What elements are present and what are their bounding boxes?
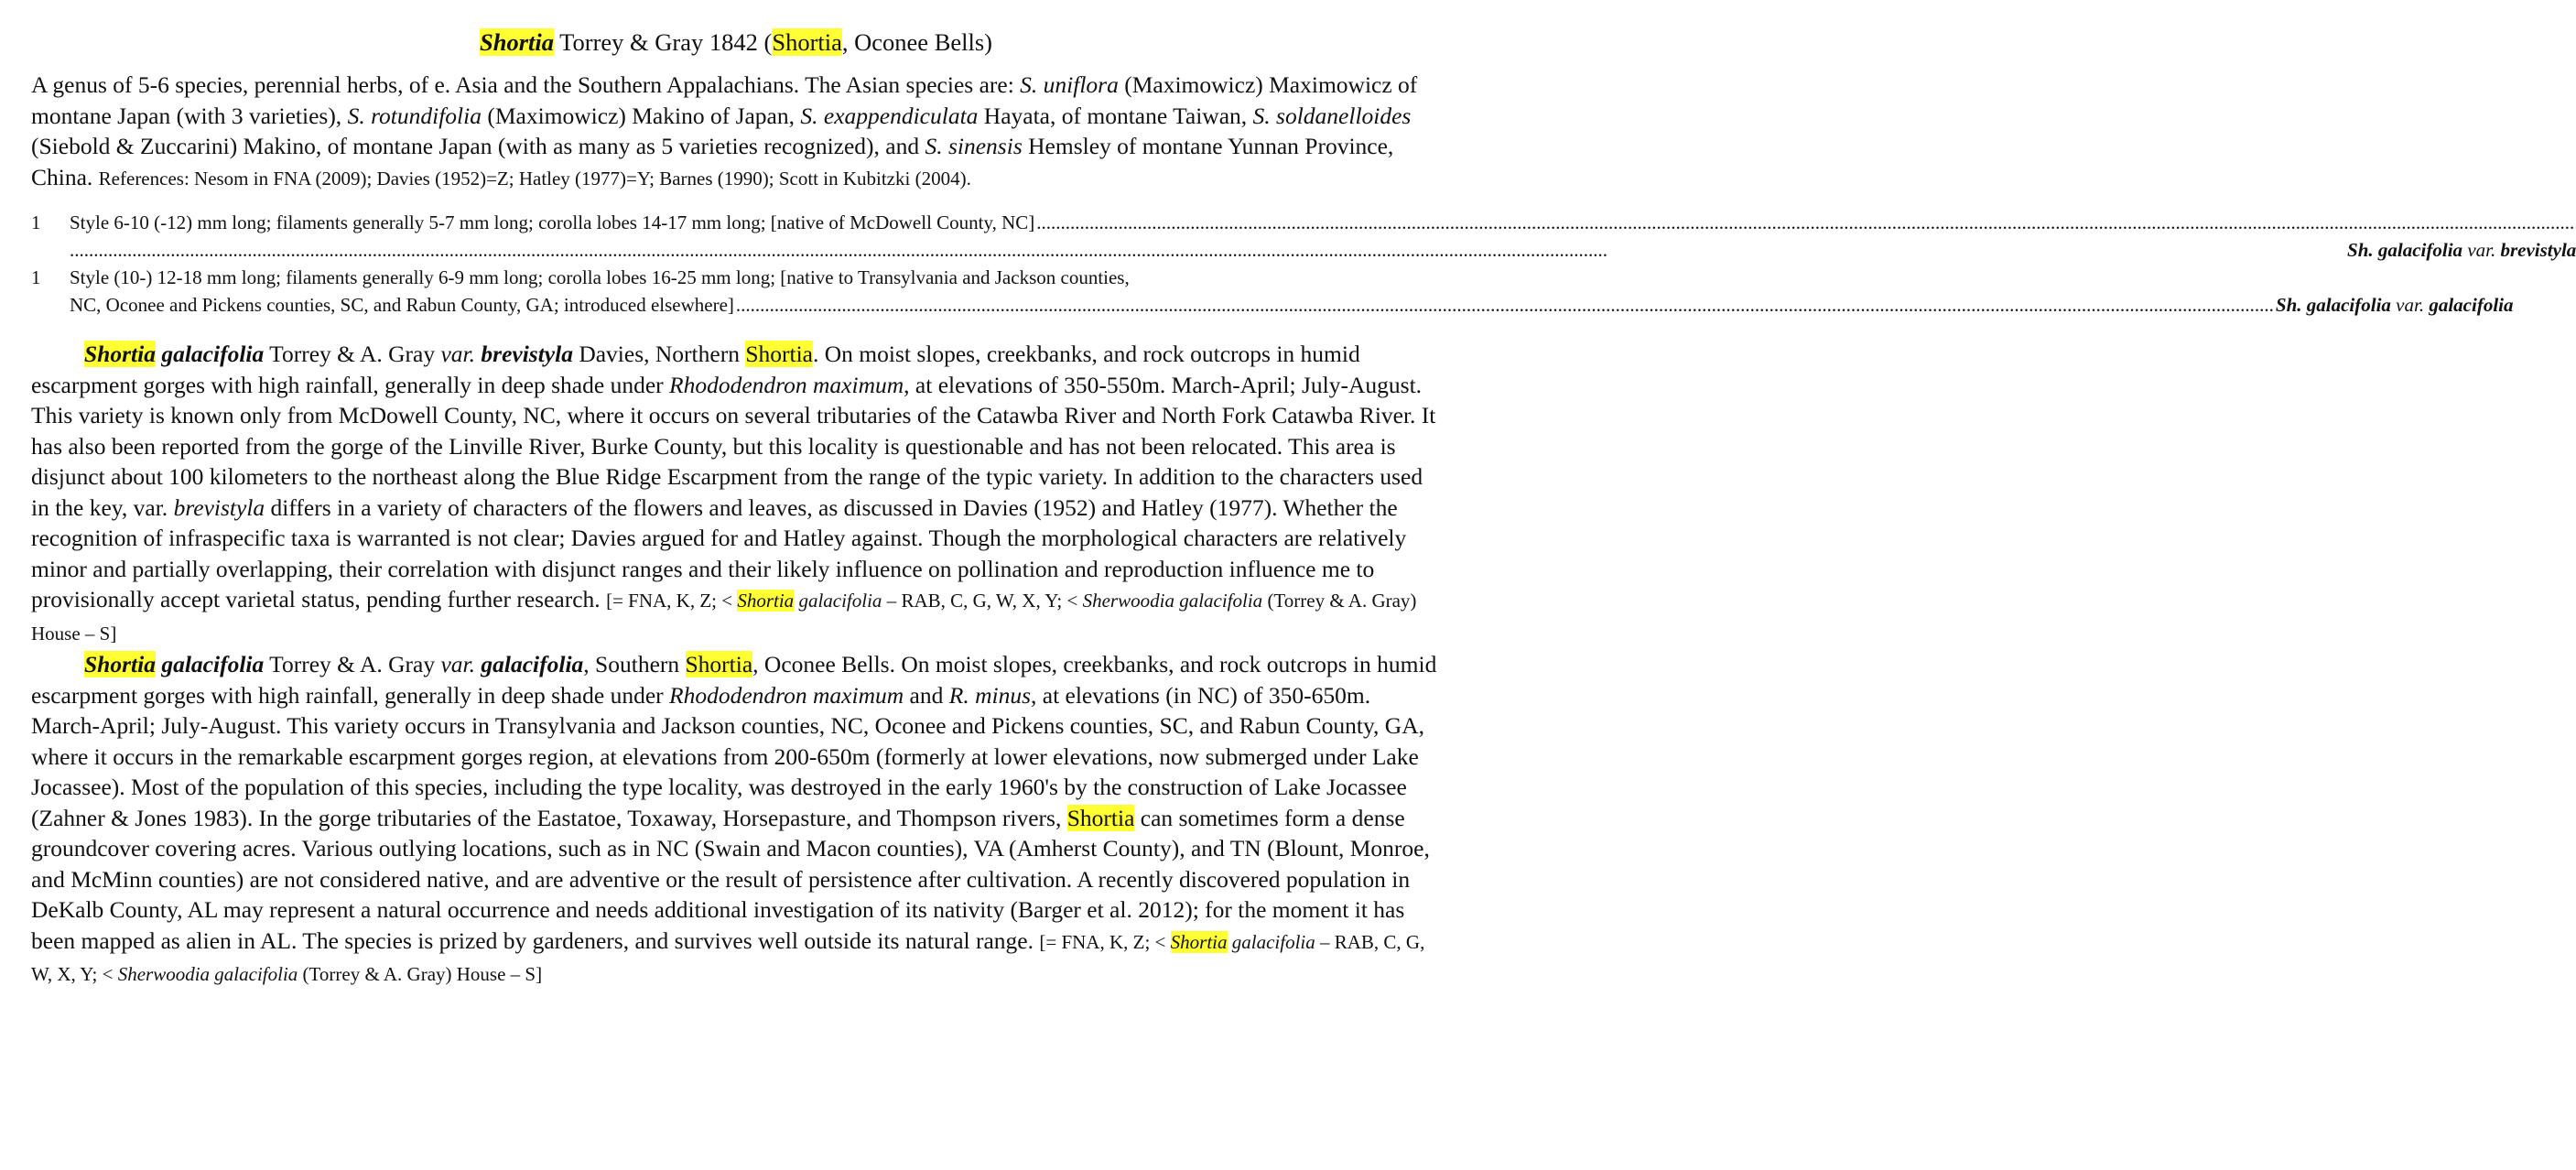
synonymy-text: – RAB, C, G, W, X, Y; < — [882, 590, 1083, 612]
title-authority: Torrey & Gray 1842 ( — [554, 28, 773, 56]
species-name: S. sinensis — [925, 133, 1023, 159]
rank-var: var. — [440, 651, 476, 677]
key-result-rank: var. — [2462, 239, 2501, 261]
common-name-highlight: Shortia — [745, 341, 813, 367]
epithet: galacifolia — [155, 341, 265, 367]
variety-name: brevistyla — [475, 341, 573, 367]
synonymy-text: – RAB, C, G, W, X, Y; < — [31, 930, 1425, 985]
title-genus-common-highlight: Shortia — [772, 28, 842, 56]
account-text: can sometimes form a dense groundcover covering acres. Various outlying locations, such as in NC (Swain and Macon counties), VA (Amherst County), and TN (Blount, Monroe, and McMinn counties) are not considered native, and are adventive or the result of persistence after cultivation. A recently discovered population in DeKalb County, AL may represent a natural occurrence and needs additional investigation of its nativity (Barger et al. 2012); for the moment it has been mapped as alien in AL. The species is prized by gardeners, and survives well outside its natural range. — [31, 804, 1430, 954]
couplet-body — [70, 209, 2576, 264]
couplet-number: 1 — [31, 211, 41, 233]
intro-text: Hayata, of montane Taiwan, — [978, 102, 1253, 129]
key-result — [2276, 291, 2514, 319]
species-name: Rhododendron maximum — [669, 681, 904, 709]
synonymy-text: [= FNA, K, Z; < — [606, 590, 738, 612]
synonymy-text: [= FNA, K, Z; < — [1039, 930, 1171, 953]
key-lead-text: Style (10-) 12-18 mm long; filaments generally 6-9 mm long; corolla lobes 16-25 mm long; [native to Transylvania and Jackson counties, — [70, 266, 1130, 288]
authority: Torrey & A. Gray — [264, 651, 441, 677]
intro-text: Hemsley of montane Yunnan Province, China. — [31, 133, 1394, 190]
intro-text: A genus of 5-6 species, perennial herbs, of e. Asia and the Southern Appalachians. The Asian species are: — [31, 71, 1021, 98]
key-lead — [70, 209, 2576, 236]
key-result-variety: brevistyla — [2500, 239, 2576, 261]
species-accounts — [31, 339, 1441, 991]
account-text: , Oconee Bells. On moist slopes, creekbanks, and rock outcrops in humid escarpment gorges with high rainfall, generally in deep shade under — [31, 651, 1437, 709]
variety-name: galacifolia — [475, 651, 584, 677]
species-name: S. exappendiculata — [800, 102, 979, 129]
synonymy-epithet: galacifolia — [1227, 930, 1315, 953]
intro-text: (Maximowicz) Maximowicz of montane Japan (with 3 varieties), — [31, 71, 1418, 129]
account-galacifolia — [31, 649, 1441, 991]
genus-highlight: Shortia — [84, 341, 156, 367]
intro-text: (Maximowicz) Makino of Japan, — [481, 102, 801, 129]
account-text: and — [904, 681, 949, 709]
title-genus-highlight: Shortia — [480, 28, 555, 56]
account-text: , Southern — [583, 651, 686, 677]
leader-dots — [736, 291, 2274, 319]
genus-description — [31, 70, 1441, 194]
synonymy-genus-highlight: Shortia — [1170, 930, 1228, 953]
references: References: Nesom in FNA (2009); Davies (1952)=Z; Hatley (1977)=Y; Barnes (1990); Scott in Kubitzki (2004). — [98, 167, 971, 190]
genus-title — [31, 22, 1441, 62]
synonymy-name: Sherwoodia galacifolia — [1082, 590, 1263, 612]
leader-dots — [1036, 209, 2574, 236]
synonymy-name: Sherwoodia galacifolia — [117, 963, 298, 985]
account-text: , at elevations of 350-550m. March-April; July-August. This variety is known only from McDowell County, NC, where it occurs on several tributaries of the Catawba River and North Fork Catawba River. It has also been reported from the gorge of the Linville River, Burke County, but this locality is questionable and has not been relocated. This area is disjunct about 100 kilometers to the northeast along the Blue Ridge Escarpment from the range of the typic variety. In addition to the characters used in the key, var. — [31, 371, 1436, 521]
synonymy-genus-highlight: Shortia — [737, 590, 795, 612]
account-text: , at elevations (in NC) of 350-650m. March-April; July-August. This variety occurs in Transylvania and Jackson counties, NC, Oconee and Pickens counties, SC, and Rabun County, GA, where it occurs in the remarkable escarpment gorges region, at elevations from 200-650m (formerly at lower elevations, now submerged under Lake Jocassee). Most of the population of this species, including the type locality, was destroyed in the early 1960's by the construction of Lake Jocassee (Zahner & Jones 1983). In the gorge tributaries of the Eastatoe, Toxaway, Horsepasture, and Thompson rivers, — [31, 681, 1424, 831]
document-page — [31, 22, 2576, 991]
key-result-rank: var. — [2390, 294, 2430, 316]
key-result-species: Sh. galacifolia — [2275, 294, 2391, 316]
account-brevistyla — [31, 339, 1441, 649]
authority: Torrey & A. Gray — [264, 341, 441, 367]
species-name: S. soldanelloides — [1252, 102, 1412, 129]
identification-key — [31, 209, 2576, 319]
key-couplet — [31, 264, 2514, 319]
epithet: galacifolia — [155, 651, 265, 677]
key-lead — [70, 291, 2514, 319]
synonymy-epithet: galacifolia — [794, 590, 882, 612]
account-text: . On moist slopes, creekbanks, and rock outcrops in humid escarpment gorges with high rainfall, generally in deep shade under — [31, 341, 1360, 398]
couplet-number: 1 — [31, 266, 41, 288]
species-name: R. minus — [948, 681, 1031, 709]
synonymy-text: (Torrey & A. Gray) House – S] — [298, 963, 543, 985]
synonymy-text: (Torrey & A. Gray) House – S] — [31, 590, 1417, 645]
rank-var: var. — [440, 341, 476, 367]
leader-dots — [70, 236, 2345, 264]
species-name: S. uniflora — [1020, 71, 1119, 98]
account-text: differs in a variety of characters of the flowers and leaves, as discussed in Davies (1952) and Hatley (1977). Whether the recognition of infraspecific taxa is warranted is not clear; Davies argued for and Hatley against. Though the morphological characters are relatively minor and partially overlapping, their correlation with disjunct ranges and their likely influence on pollination and reproduction influence me to provisionally accept varietal status, pending further research. — [31, 493, 1407, 612]
title-common-name: , Oconee Bells) — [841, 28, 992, 56]
species-name: Rhododendron maximum — [669, 371, 904, 398]
species-name: S. rotundifolia — [347, 102, 482, 129]
couplet-body — [70, 264, 2514, 319]
key-result-species: Sh. galacifolia — [2347, 239, 2463, 261]
account-text: Davies, Northern — [572, 341, 746, 367]
key-lead — [70, 236, 2576, 264]
genus-highlight: Shortia — [1066, 804, 1135, 831]
genus-highlight: Shortia — [84, 651, 156, 677]
common-name-highlight: Shortia — [685, 651, 753, 677]
key-lead-text: Style 6-10 (-12) mm long; filaments generally 5-7 mm long; corolla lobes 14-17 mm long; [native of McDowell County, NC] — [70, 211, 1035, 233]
key-result — [2347, 236, 2576, 264]
intro-text: (Siebold & Zuccarini) Makino, of montane Japan (with as many as 5 varieties recognized), and — [31, 133, 925, 159]
key-result-variety: galacifolia — [2429, 294, 2514, 316]
key-lead-text: NC, Oconee and Pickens counties, SC, and Rabun County, GA; introduced elsewhere] — [70, 294, 734, 316]
key-couplet — [31, 209, 2576, 264]
species-name: brevistyla — [173, 493, 265, 521]
